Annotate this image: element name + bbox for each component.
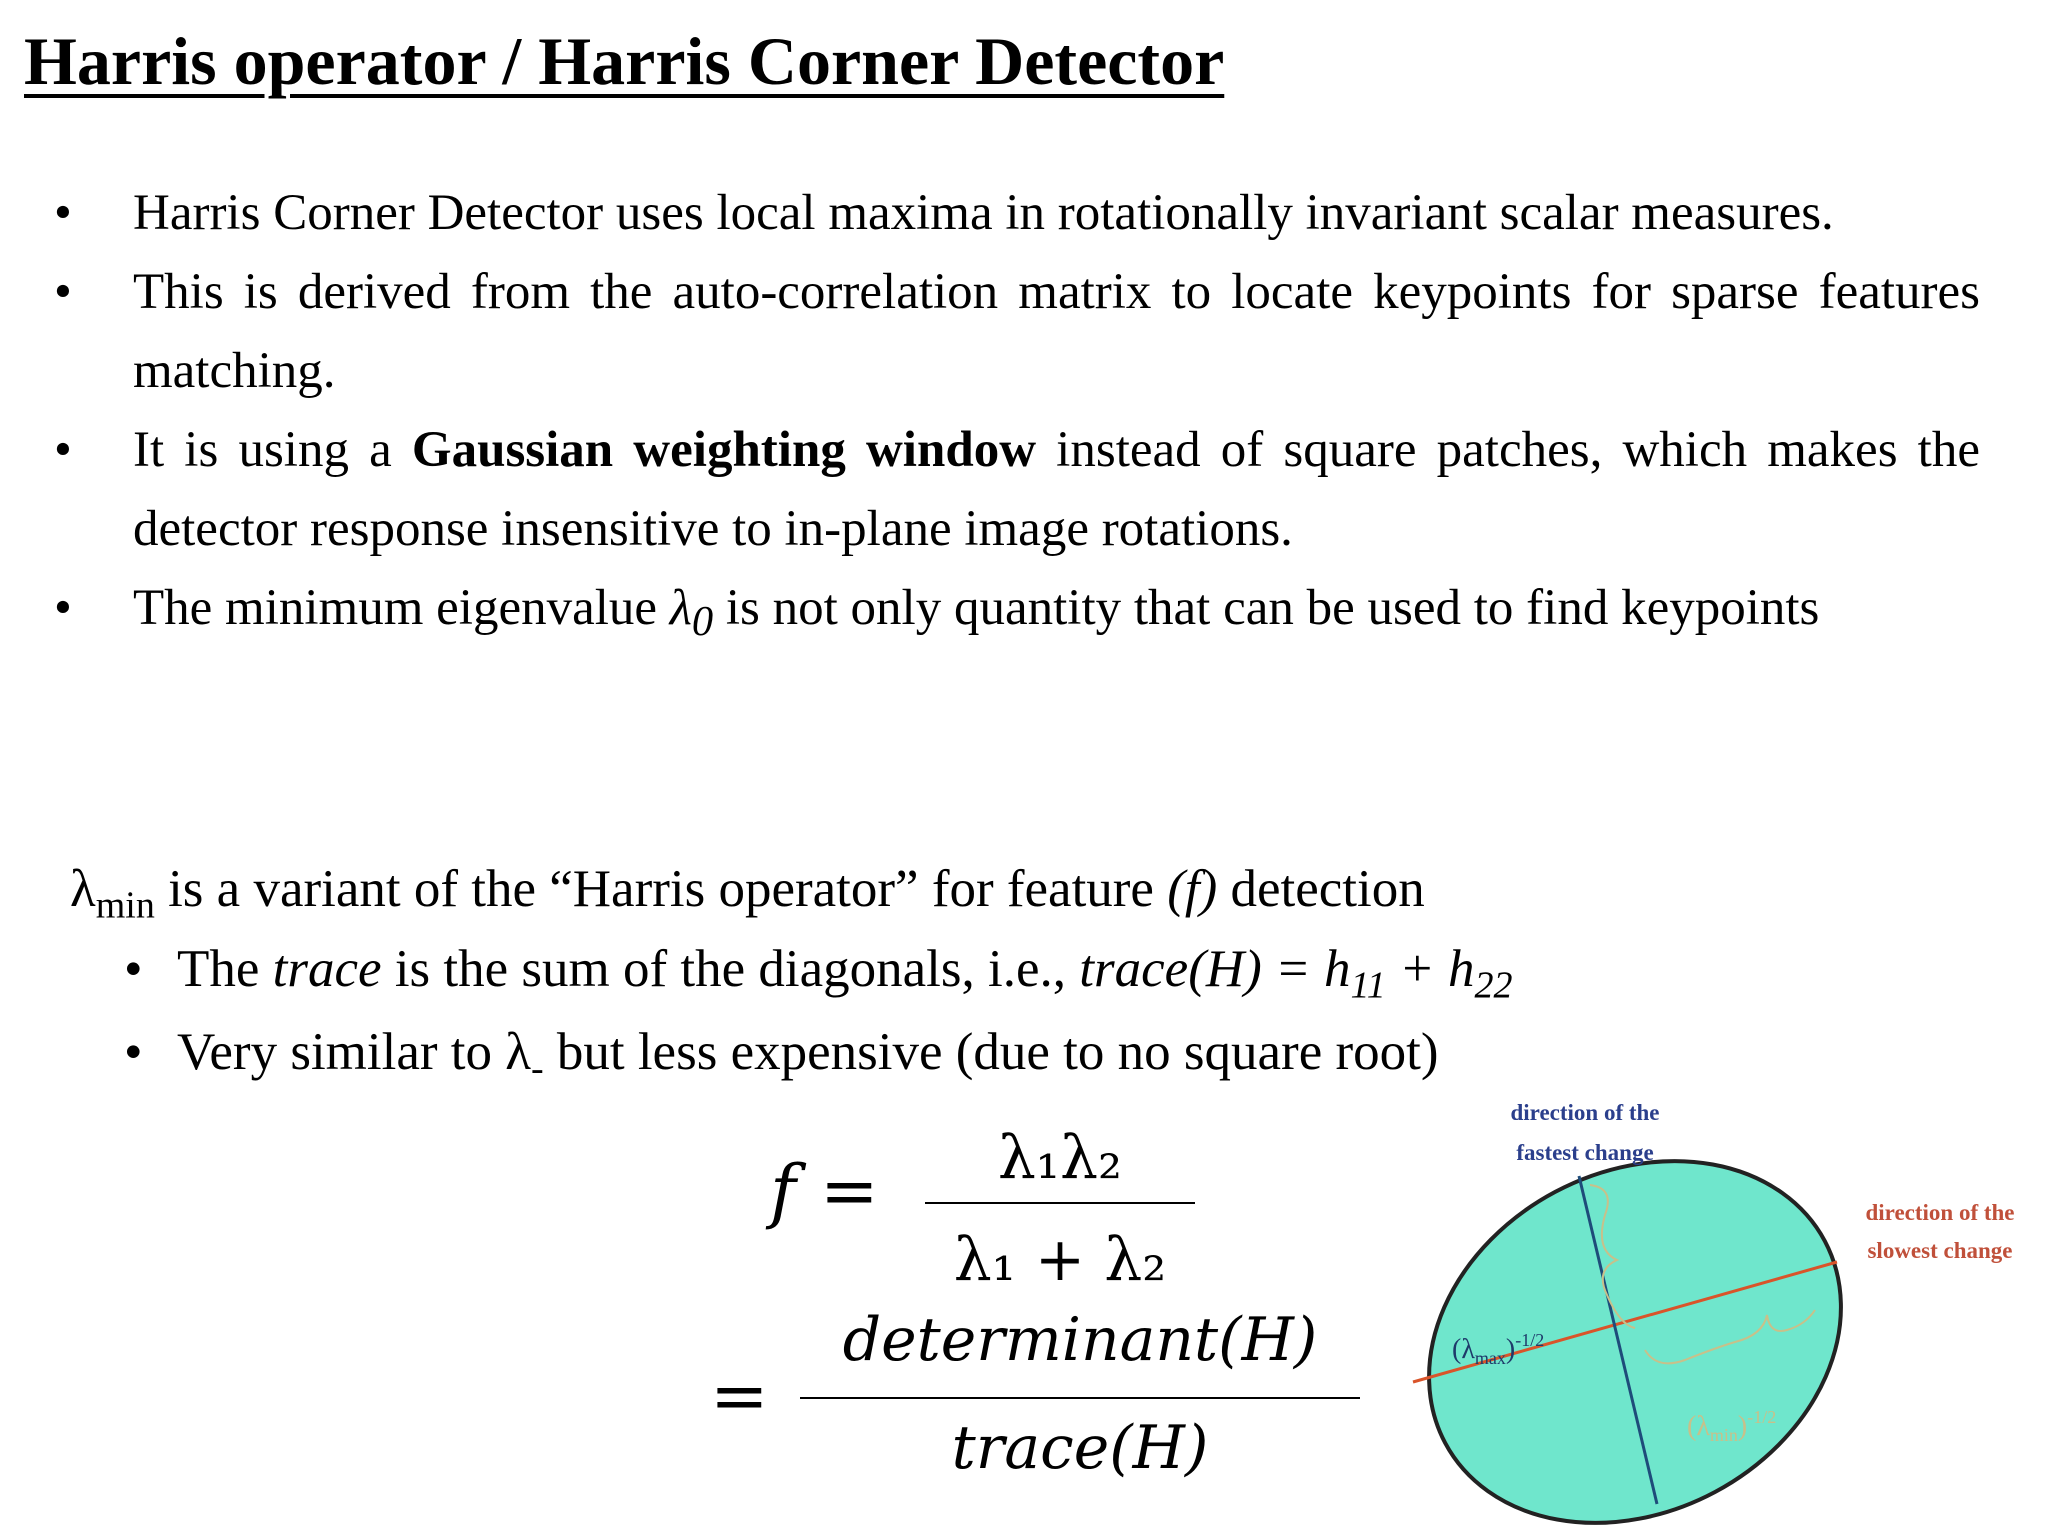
label-slowest-2: slowest change — [1867, 1238, 2013, 1263]
formula-numerator-2: determinant(H) — [842, 1305, 1318, 1375]
bullet-dot: • — [124, 940, 143, 998]
label-fastest-1: direction of the — [1510, 1100, 1660, 1125]
bullet-dot: • — [54, 185, 72, 241]
eigen-ellipse-diagram — [1395, 1080, 2048, 1536]
bullet-dot: • — [54, 580, 72, 636]
formula-f: f — [770, 1150, 796, 1232]
label-slowest-1: direction of the — [1865, 1200, 2015, 1225]
lambda-symbol: λ — [669, 580, 692, 636]
bullet-item: • It is using a Gaussian weighting window instead of square patches, which makes the detector response insensitive to in-plane image rotations. — [50, 411, 1980, 569]
label-lambda-max: $(\lambda_{max})^{-1/2}$ — [1452, 1330, 1545, 1368]
formula-equals-1: = — [820, 1150, 879, 1232]
harris-formula — [690, 1120, 1370, 1500]
bullet-item: • Harris Corner Detector uses local maxima in rotationally invariant scalar measures. — [50, 174, 1980, 253]
formula-denominator-2: trace(H) — [951, 1413, 1209, 1483]
lambda-symbol: λ — [70, 860, 96, 918]
sub-bullet-item: • Very similar to $\lambda_-$ but less expensive (due to no square root) — [124, 1023, 1439, 1090]
formula-equals-2: = — [710, 1355, 769, 1437]
bullet-dot: • — [54, 422, 72, 478]
bullet-item: • The minimum eigenvalue $\lambda_0$ is not only quantity that can be used to find keypoints — [50, 569, 1980, 661]
formula-numerator-1: λ₁λ₂ — [997, 1123, 1123, 1193]
label-lambda-min: $(\lambda_{min})^{-1/2}$ — [1687, 1407, 1777, 1445]
label-fastest-2: fastest change — [1516, 1140, 1654, 1165]
bullet-list — [50, 174, 1980, 661]
formula-denominator-1: λ₁ + λ₂ — [953, 1225, 1167, 1295]
bullet-dot: • — [54, 264, 72, 320]
bullet-item: • This is derived from the auto-correlation matrix to locate keypoints for sparse features matching. — [50, 253, 1980, 411]
bullet-dot: • — [124, 1023, 143, 1081]
slide-title: Harris operator / Harris Corner Detector — [24, 23, 1225, 99]
bold-term: Gaussian weighting window — [411, 422, 1037, 478]
lambda-min-line: $\lambda_{min}$ is a variant of the “Harris operator” for feature (f) detection — [70, 860, 1425, 927]
sub-bullet-item: • The trace is the sum of the diagonals, i.e., trace(H) = $h_{11} + h_{22}$ — [124, 940, 1513, 1007]
